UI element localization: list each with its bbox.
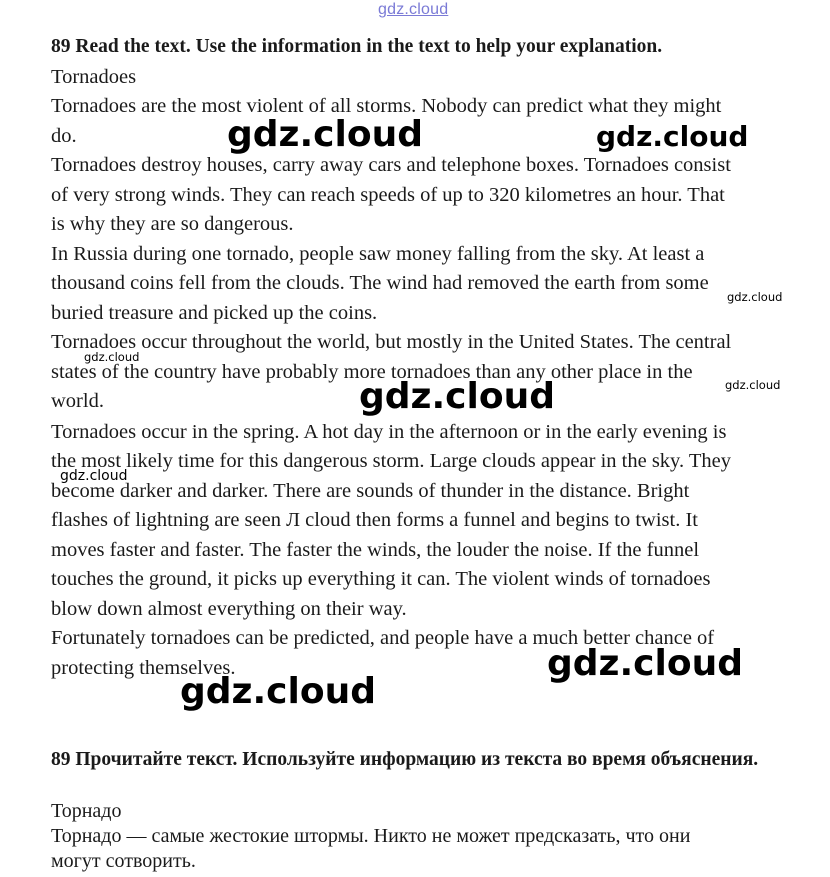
watermark-overlay: gdz.cloud — [547, 643, 743, 684]
watermark-overlay: gdz.cloud — [359, 376, 555, 417]
text-title: Торнадо — [51, 800, 122, 822]
text-line: touches the ground, it picks up everything it can. The violent winds of tornadoes — [51, 568, 711, 590]
text-line: buried treasure and picked up the coins. — [51, 302, 378, 324]
text-line: Tornadoes occur in the spring. A hot day in the afternoon or in the early evening is — [51, 421, 727, 443]
text-line: Fortunately tornadoes can be predicted, and people have a much better chance of — [51, 627, 715, 649]
text-line: Торнадо — самые жестокие штормы. Никто не может предсказать, что они — [51, 825, 691, 847]
text-line: do. — [51, 125, 77, 147]
watermark-overlay: gdz.cloud — [180, 671, 376, 712]
text-line: world. — [51, 390, 104, 412]
text-line: blow down almost everything on their way. — [51, 598, 407, 620]
exercise-heading-ru: 89 Прочитайте текст. Используйте информацию из текста во время объяснения. — [51, 749, 759, 770]
watermark-overlay: gdz.cloud — [596, 120, 749, 153]
text-line: of very strong winds. They can reach speeds of up to 320 kilometres an hour. That — [51, 184, 725, 206]
watermark-overlay: gdz.cloud — [84, 350, 140, 364]
text-line: flashes of lightning are seen Л cloud then forms a funnel and begins to twist. It — [51, 509, 698, 531]
text-line: In Russia during one tornado, people saw money falling from the sky. At least a — [51, 243, 705, 265]
text-title: Tornadoes — [51, 66, 137, 88]
watermark-overlay: gdz.cloud — [60, 468, 128, 484]
text-line: Tornadoes destroy houses, carry away cars and telephone boxes. Tornadoes consist — [51, 154, 731, 176]
text-line: Tornadoes occur throughout the world, but mostly in the United States. The central — [51, 331, 732, 353]
text-line: moves faster and faster. The faster the winds, the louder the noise. If the funnel — [51, 539, 700, 561]
watermark-overlay: gdz.cloud — [725, 378, 781, 392]
watermark-overlay: gdz.cloud — [227, 114, 423, 155]
text-line: protecting themselves. — [51, 657, 236, 679]
text-line: states of the country have probably more tornadoes than any other place in the — [51, 361, 693, 383]
text-line: могут сотворить. — [51, 850, 196, 872]
text-line: is why they are so dangerous. — [51, 213, 294, 235]
watermark-overlay: gdz.cloud — [727, 290, 783, 304]
text-line: become darker and darker. There are sounds of thunder in the distance. Bright — [51, 480, 690, 502]
exercise-heading-en: 89 Read the text. Use the information in the text to help your explanation. — [51, 36, 663, 57]
top-watermark: gdz.cloud — [378, 1, 449, 18]
text-line: Tornadoes are the most violent of all storms. Nobody can predict what they might — [51, 95, 722, 117]
text-line: the most likely time for this dangerous storm. Large clouds appear in the sky. They — [51, 450, 731, 472]
text-line: thousand coins fell from the clouds. The wind had removed the earth from some — [51, 272, 709, 294]
